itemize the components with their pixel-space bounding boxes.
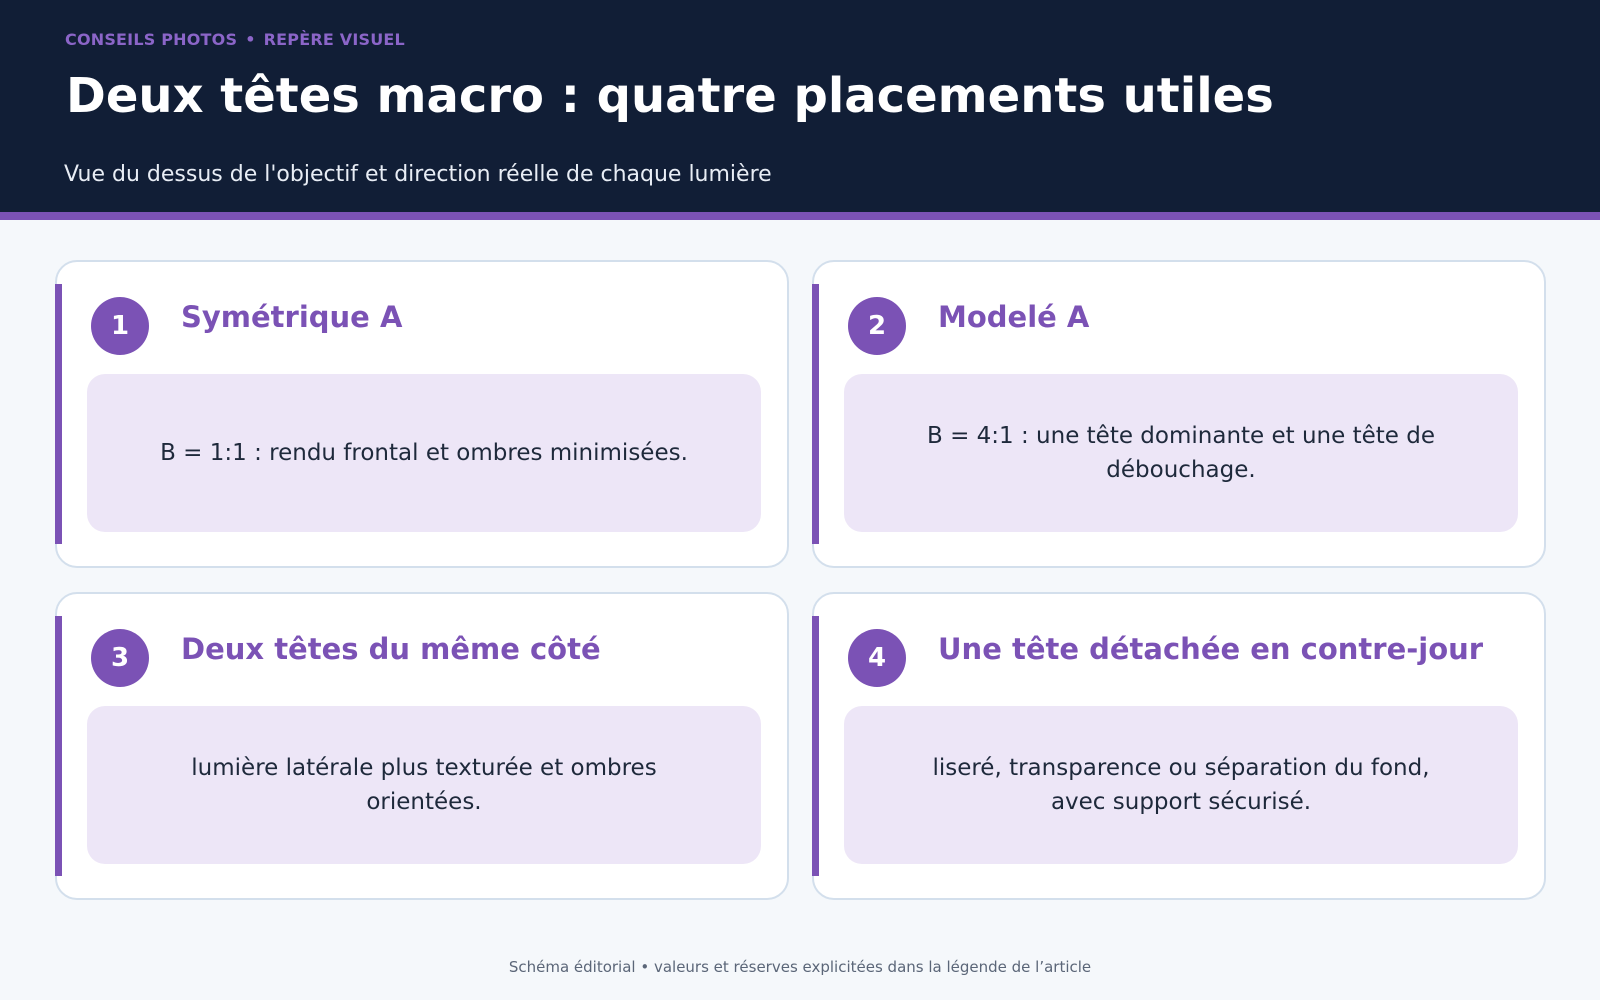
placement-card-same-side (55, 592, 789, 900)
placement-card-modeled (812, 260, 1546, 568)
card-description-panel (87, 374, 761, 532)
placement-card-backlight (812, 592, 1546, 900)
card-description-panel (87, 706, 761, 864)
card-number-badge: 1 (91, 297, 149, 355)
card-description: B = 1:1 : rendu frontal et ombres minimisées. (160, 440, 688, 466)
placement-card-symmetric (55, 260, 789, 568)
page-subtitle: Vue du dessus de l'objectif et direction réelle de chaque lumière (64, 162, 772, 187)
card-title: Deux têtes du même côté (181, 632, 601, 666)
card-description: liseré, transparence ou séparation du fond, avec support sécurisé. (932, 755, 1430, 815)
page-footer-note: Schéma éditorial • valeurs et réserves explicitées dans la légende de l’article (508, 958, 1092, 976)
card-number-badge: 4 (848, 629, 906, 687)
kicker-section: REPÈRE VISUEL (263, 30, 405, 49)
card-title: Modelé A (938, 300, 1090, 334)
card-number-badge: 3 (91, 629, 149, 687)
card-description-panel (844, 706, 1518, 864)
card-accent-bar (812, 616, 819, 876)
card-description: lumière latérale plus texturée et ombres orientées. (191, 755, 657, 815)
card-number-badge: 2 (848, 297, 906, 355)
kicker-category: CONSEILS PHOTOS (65, 30, 238, 49)
page-title: Deux têtes macro : quatre placements utiles (66, 68, 1274, 124)
card-description: B = 4:1 : une tête dominante et une tête de débouchage. (926, 423, 1435, 483)
kicker-separator: • (245, 30, 256, 49)
card-accent-bar (55, 616, 62, 876)
card-accent-bar (812, 284, 819, 544)
card-description-panel (844, 374, 1518, 532)
page-header (0, 0, 1600, 220)
header-kicker (65, 30, 405, 49)
card-accent-bar (55, 284, 62, 544)
card-title: Une tête détachée en contre-jour (938, 632, 1484, 666)
card-title: Symétrique A (181, 300, 403, 334)
